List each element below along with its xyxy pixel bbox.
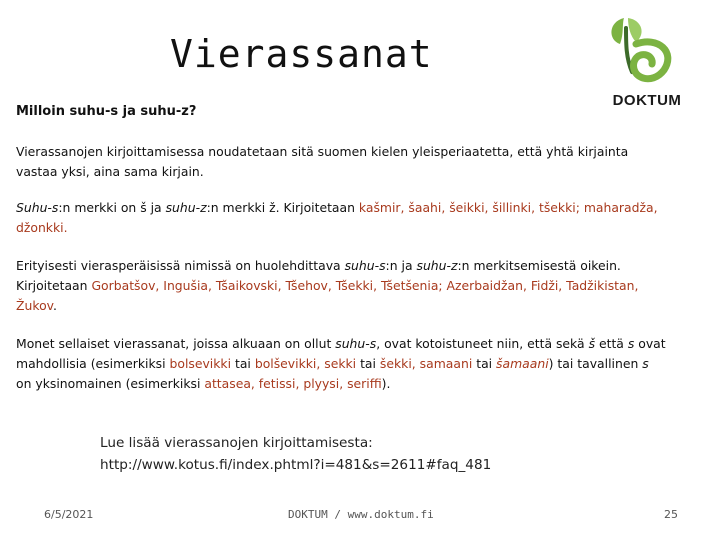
letter-s-caron: š xyxy=(588,336,596,351)
footer-site: DOKTUM / www.doktum.fi xyxy=(288,508,434,521)
paragraph-suhu-marks xyxy=(16,198,666,238)
term-suhu-s: suhu-s xyxy=(344,258,386,273)
text-span: , ovat kotoistuneet niin, että sekä xyxy=(376,336,589,351)
sprout-logo-icon xyxy=(606,14,688,92)
example-word: šekki, samaani xyxy=(379,356,473,371)
logo-text: DOKTUM xyxy=(612,92,682,109)
text-span: tai xyxy=(356,356,380,371)
text-span: että xyxy=(595,336,628,351)
footer-date: 6/5/2021 xyxy=(44,508,94,521)
paragraph-names xyxy=(16,256,666,316)
text-span: tai xyxy=(231,356,255,371)
text-span: :n merkitsemisestä oikein. Kirjoitetaan xyxy=(16,258,621,293)
text-span: Erityisesti vierasperäisissä nimissä on huolehdittava xyxy=(16,258,345,273)
doktum-logo xyxy=(606,14,696,114)
text-span: ovat mahdollisia (esimerkiksi xyxy=(16,336,666,371)
text-span: :n merkki ž. Kirjoitetaan xyxy=(206,200,359,215)
example-word: bolsevikki xyxy=(169,356,232,371)
letter-s: s xyxy=(642,356,649,371)
term-suhu-s: suhu-s xyxy=(335,336,377,351)
text-span: ) tai tavallinen xyxy=(548,356,643,371)
term-suhu-z: suhu-z xyxy=(165,200,207,215)
text-span: :n merkki on š ja xyxy=(58,200,166,215)
read-more-link[interactable]: http://www.kotus.fi/index.phtml?i=481&s=2611#faq_481 xyxy=(100,457,492,473)
example-word: šamaani xyxy=(496,356,549,371)
paragraph-intro xyxy=(16,142,666,182)
paragraph-text: Vierassanojen kirjoittamisessa noudatetaan sitä suomen kielen yleisperiaatetta, että yhtä kirjainta vastaa yksi, aina sama kirjain. xyxy=(16,144,629,179)
example-word: bolševikki, sekki xyxy=(254,356,357,371)
slide-title: Vierassanat xyxy=(170,32,433,76)
example-word: attasea, fetissi, plyysi, seriffi xyxy=(204,376,382,391)
read-more-label: Lue lisää vierassanojen kirjoittamisesta: xyxy=(100,435,373,451)
example-names: Gorbatšov, Ingušia, Tšaikovski, Tšehov, Tšekki, Tšetšenia; Azerbaidžan, Fidži, Tadžikistan, Žukov xyxy=(16,278,639,313)
text-span: :n ja xyxy=(385,258,417,273)
text-span: on yksinomainen (esimerkiksi xyxy=(16,376,205,391)
term-suhu-s: Suhu-s xyxy=(16,200,59,215)
term-suhu-z: suhu-z xyxy=(416,258,458,273)
letter-s: s xyxy=(627,336,635,351)
text-span: tai xyxy=(472,356,497,371)
example-words: kašmir, šaahi, šeikki, šillinki, tšekki; maharadža, džonkki. xyxy=(16,200,658,235)
slide-subtitle: Milloin suhu-s ja suhu-z? xyxy=(16,104,197,119)
footer-page-number: 25 xyxy=(664,508,678,521)
text-span: . xyxy=(53,298,57,313)
text-span: Monet sellaiset vierassanat, joissa alkuaan on ollut xyxy=(16,336,336,351)
read-more-block xyxy=(100,432,491,476)
paragraph-loanwords xyxy=(16,334,666,394)
text-span: ). xyxy=(381,376,391,391)
